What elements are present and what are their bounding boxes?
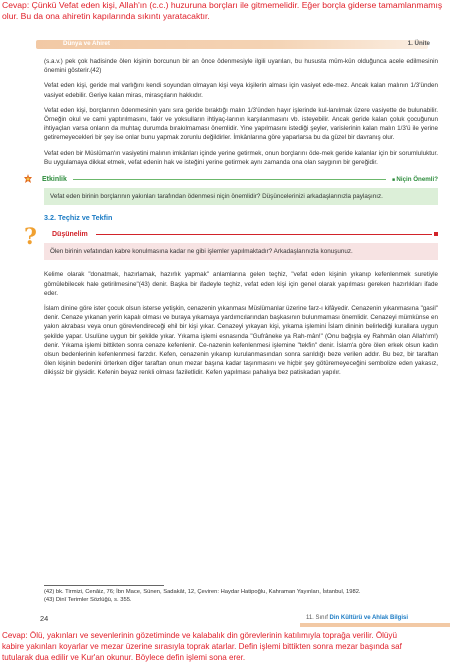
book-footer: [306, 615, 408, 621]
activity-divider: [73, 179, 386, 180]
activity-heading: ■ Niçin Önemli?: [392, 176, 438, 183]
paragraph: (s.a.v.) pek çok hadisinde ölen kişinin borcunun bir an önce ödenmesiyle ilgili uyarıları, bu hususta müm-kün olduğunca acele edilmesinin önemini gösterir.(42): [44, 58, 438, 75]
main-content: [24, 57, 438, 384]
footnote: (42) bk. Tirmizi, Cenâiz, 76; İbn Mace, Sünen, Sadakât, 12, Çeviren: Haydar Hatipoğlu, Kahraman Yayınları, İstanbul, 1982.: [44, 588, 361, 595]
footer-stripe: [300, 623, 450, 627]
paragraph: Vefat eden bir Müslüman'ın vasiyetini malının imkânları içinde yerine getirmek, onun borçlarını öde-mek geride kalanlar için bir sorumluluktur. Bu uygulamaya dikkat etmek, vefat edenin hak ve isteğini yerine getirmek aynı zamanda ona olan saygının bir gereğidir.: [44, 149, 438, 166]
divider-end-marker: [434, 232, 438, 236]
footnote: (43) Dinî Terimler Sözlüğü, s. 355.: [44, 596, 132, 603]
answer-line: kabire yakınları koyarlar ve mezar üzerine sırasıyla toprak atarlar. Defin işlemi bittikten sonra mezar başında saf: [2, 642, 402, 652]
paragraph: Vefat eden kişi, borçlarının ödenmesinin yanı sıra geride bıraktığı malın 1/3'ünden hayır işlerinde kul-lanılmak üzere vasiyette de bulunabilir. Örneğin okul ve cami yaptırılmasını, fakir ve yoksulların ihtiyaç-larının karşılanmasını vb. isteyebilir. Ancak geride kalan çoluk çocuğunun ihtiyaçları varsa onların da muhtaç durumda bırakılmaması önemlidir. Yine yapılmasını istediği şeyler, varislerinin kalan malın 1/3'ü ile yerine getiremeyecekleri bir şey ise onlar bunu yapmak zorunlu değildirler. İmkânlarına göre yaparlarsa bu da güzel bir davranış olur.: [44, 106, 438, 142]
top-answer-annotation: [0, 0, 474, 30]
grade-label: 11. Sınıf: [305, 615, 328, 621]
footnotes: [44, 585, 438, 604]
answer-line: tutularak dua edilir ve Kur'an okunur. Böylece defin işlemi sona erer.: [2, 653, 246, 663]
answer-line: Cevap: Ölü, yakınları ve sevenlerinin gözetiminde ve kalabalık din görevlerinin katılımıyla toprağa verilir. Ölüyü: [2, 631, 397, 640]
footnote-rule: [44, 585, 164, 586]
bottom-answer-annotation: [0, 630, 474, 664]
page-number: 24: [40, 614, 49, 623]
activity-box: [44, 173, 438, 205]
thinking-label: Düşünelim: [52, 230, 88, 238]
book-title: Din Kültürü ve Ahlak Bilgisi: [329, 615, 408, 621]
answer-line: olur. Bu da ona ahiretin kapılarında sıkıntı yaratacaktır.: [2, 11, 210, 21]
activity-icon: [22, 173, 34, 185]
activity-label: Etkinlik: [42, 175, 67, 183]
thinking-box: [24, 224, 438, 260]
paragraph: Vefat eden kişi, geride mal varlığını kendi soyundan olmayan kişi veya kişilerin alması için vasiyet ede-mez. Ancak kalan malının 1/3'ünden vasiyet edebilir. Geriye kalan miras, mirasçıların hakkıdır.: [44, 82, 438, 99]
paragraph: İslam dinine göre ister çocuk olsun isterse yetişkin, cenazenin yıkanması Müslümanlar üzerine farz-ı kifâyedir. Cenazenin yıkanmasına "gasil" denir. Cenaze yıkanan yerin kapalı olması ve buraya yıkamaya yardımcılarından başkasının bulunmaması önemlidir. Cenazeyi mümkünse en yakın akrabası veya onun görevlendireceği ehil bir kişi yıkar. Cenazeyi yıkayan kişi, yıkama işlemini İslam dininin belirlediği kurallara uygun şekilde yapar. Usulüne uygun bir şekilde yıkar. Yıkama işlemi esnasında "Gufrâneke ya Rah-mân!" (Onu bağışla ey Rahmân olan Allah'ım!) denir. Yıkama işlemi bittikten sonra cenaze kefenlenir. Ce-nazenin kefenlenmesi işlemine "tekfin" denir. İslam'a göre ölen erkek olsun kadın olsun bedenlerinin kefenlenmesi farzdır. Kefen, cenazenin yıkanıp kurulanmasından sonra sarıldığı beze verilen addır. Bu bez, bir taraftan ölen kişinin bedenini örterken diğer taraftan onun mezar başına kadar taşınmasını ve hiçbir şey götüremeyeceğini sembolize eden yakasız, dikişsiz bir giysidir. Kefenin beyaz renkli olması faziletlidir. Kefen yapılması pahalıya bez patiskadan yapılır.: [44, 305, 438, 377]
chapter-header: [36, 40, 430, 50]
activity-text: Vefat eden birinin borçlarının yakınları tarafından ödenmesi niçin önemlidir? Düşüncelerinizi arkadaşlarınızla paylaşınız.: [44, 188, 438, 205]
question-mark-icon: ?: [24, 224, 37, 251]
answer-line: Cevap: Çünkü Vefat eden kişi, Allah'ın (c.c.) huzuruna borçları ile gitmemelidir. Eğer borçla giderse tamamlanmamış: [2, 0, 443, 10]
thinking-divider: [96, 234, 432, 235]
section-title: 3.2. Teçhiz ve Tekfin: [44, 213, 113, 223]
chapter-title: Dünya ve Ahiret: [63, 40, 110, 47]
thinking-text: Ölen birinin vefatından kabre konulmasına kadar ne gibi işlemler yapılmaktadır? Arkadaşlarınızla konuşunuz.: [44, 243, 438, 260]
unit-label: 1. Ünite: [407, 40, 430, 47]
paragraph: Kelime olarak "donatmak, hazırlamak, hazırlık yapmak" anlamlarına gelen teçhiz, "vefat eden kişinin yıkanıp kefenlenmek suretiyle gömülebilecek hale getirilmesine"(43) denir. Başka bir ifadeyle teçhiz, vefat eden kişi için genel olarak yapılması gereken hazırlıkları ifade eder.: [44, 271, 438, 297]
